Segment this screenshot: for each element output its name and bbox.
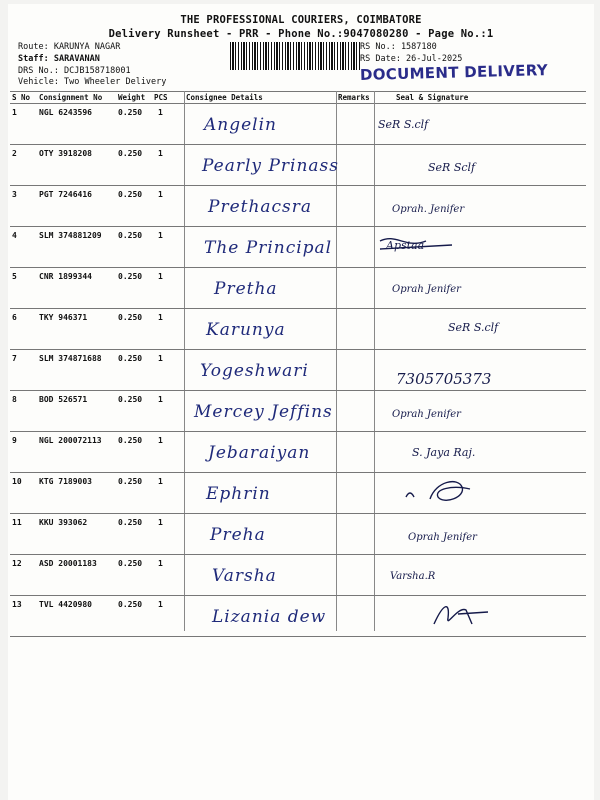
row-weight: 0.250 [118,354,143,363]
row-consignment-no: ASD 20001183 [39,559,97,568]
row-consignment-no: OTY 3918208 [39,149,92,158]
row-sno: 5 [12,272,17,281]
row-consignee-handwritten: Jebaraiyan [208,443,311,463]
row-weight: 0.250 [118,518,143,527]
row-pcs: 1 [158,190,163,199]
row-rule [10,431,586,432]
col-sno: S No [12,93,31,102]
col-consignment: Consignment No [39,93,103,102]
row-rule [10,349,586,350]
row-signature: Oprah. Jenifer [392,204,465,215]
row-weight: 0.250 [118,149,143,158]
row-rule [10,513,586,514]
document-delivery-stamp: DOCUMENT DELIVERY [359,61,549,84]
row-weight: 0.250 [118,108,143,117]
row-pcs: 1 [158,518,163,527]
row-pcs: 1 [158,313,163,322]
staff-row [18,54,100,64]
row-signature: SeR S.clf [378,118,429,131]
row-consignment-no: SLM 374881209 [39,231,102,240]
row-signature: 7305705373 [396,370,492,388]
divider-signature [374,91,375,631]
row-weight: 0.250 [118,559,143,568]
row-consignee-handwritten: Prethacsra [208,197,313,217]
row-consignee-handwritten: Lizania dew [212,607,327,627]
row-consignee-handwritten: Pretha [214,279,278,299]
drs-number: DRS No.: DCJB158718001 [18,66,131,76]
row-consignee-handwritten: Varsha [212,566,277,586]
row-consignee-handwritten: Yogeshwari [200,361,309,381]
col-consignee: Consignee Details [186,93,263,102]
row-rule [10,267,586,268]
row-rule [10,554,586,555]
row-sno: 8 [12,395,17,404]
row-signature: Oprah Jenifer [392,284,461,295]
row-pcs: 1 [158,600,163,609]
route-label: Route: KARUNYA NAGAR [18,42,121,52]
row-pcs: 1 [158,559,163,568]
runsheet-subtitle: Delivery Runsheet - PRR - Phone No.:9047080280 - Page No.:1 [108,28,494,40]
signature-scribble-icon [400,475,480,509]
col-signature: Seal & Signature [396,93,469,102]
runsheet-page [8,4,594,800]
row-signature: SeR Sclf [428,161,476,174]
row-weight: 0.250 [118,272,143,281]
row-consignment-no: KTG 7189003 [39,477,92,486]
row-sno: 11 [12,518,22,527]
col-pcs: PCS [154,93,168,102]
row-weight: 0.250 [118,600,143,609]
row-consignment-no: TVL 4420980 [39,600,92,609]
row-sno: 12 [12,559,22,568]
rs-date: RS Date: 26-Jul-2025 [360,54,463,64]
row-sno: 2 [12,149,17,158]
row-rule [10,595,586,596]
signature-scribble-icon [428,598,508,632]
row-pcs: 1 [158,149,163,158]
row-sno: 7 [12,354,17,363]
row-sno: 9 [12,436,17,445]
company-title: THE PROFESSIONAL COURIERS, COIMBATORE [180,14,422,26]
row-signature: Varsha.R [390,571,436,582]
row-rule [10,472,586,473]
barcode [230,42,360,70]
row-sno: 4 [12,231,17,240]
row-signature: Oprah Jenifer [392,409,461,420]
row-consignee-handwritten: Pearly Prinass [202,156,339,176]
row-consignee-handwritten: Angelin [204,115,277,135]
signature-scribble-icon [376,231,456,265]
row-consignee-handwritten: Ephrin [206,484,271,504]
row-pcs: 1 [158,477,163,486]
row-sno: 6 [12,313,17,322]
row-signature: S. Jaya Raj. [412,446,476,459]
row-signature: SeR S.clf [448,321,499,334]
staff-name: SARAVANAN [53,54,100,64]
row-rule [10,308,586,309]
row-consignment-no: BOD 526571 [39,395,88,404]
header-top-rule [10,91,586,92]
row-sno: 1 [12,108,17,117]
row-consignee-handwritten: Preha [210,525,266,545]
row-consignment-no: CNR 1899344 [39,272,92,281]
row-pcs: 1 [158,436,163,445]
row-weight: 0.250 [118,477,143,486]
row-rule [10,185,586,186]
row-pcs: 1 [158,108,163,117]
row-consignee-handwritten: Karunya [206,320,286,340]
row-weight: 0.250 [118,395,143,404]
rs-number: RS No.: 1587180 [360,42,437,52]
row-rule [10,390,586,391]
row-rule [10,144,586,145]
row-pcs: 1 [158,395,163,404]
divider-consignee [184,91,185,631]
row-sno: 3 [12,190,17,199]
col-weight: Weight [118,93,146,102]
row-consignment-no: PGT 7246416 [39,190,92,199]
row-pcs: 1 [158,272,163,281]
row-weight: 0.250 [118,436,143,445]
row-weight: 0.250 [118,190,143,199]
row-consignment-no: NGL 200072113 [39,436,102,445]
row-weight: 0.250 [118,231,143,240]
row-sno: 13 [12,600,22,609]
row-consignment-no: SLM 374871688 [39,354,102,363]
col-remarks: Remarks [338,93,370,102]
row-consignee-handwritten: The Principal [204,238,333,258]
row-pcs: 1 [158,231,163,240]
header-bottom-rule [10,103,586,104]
row-consignment-no: KKU 393062 [39,518,88,527]
row-pcs: 1 [158,354,163,363]
vehicle-label: Vehicle: Two Wheeler Delivery [18,77,167,87]
staff-label: Staff: [18,54,49,64]
row-signature: Apstaa [386,239,425,252]
row-consignment-no: TKY 946371 [39,313,88,322]
row-sno: 10 [12,477,22,486]
row-rule [10,636,586,637]
row-consignee-handwritten: Mercey Jeffins [194,402,333,422]
row-rule [10,226,586,227]
row-weight: 0.250 [118,313,143,322]
row-signature: Oprah Jenifer [408,532,477,543]
row-consignment-no: NGL 6243596 [39,108,92,117]
